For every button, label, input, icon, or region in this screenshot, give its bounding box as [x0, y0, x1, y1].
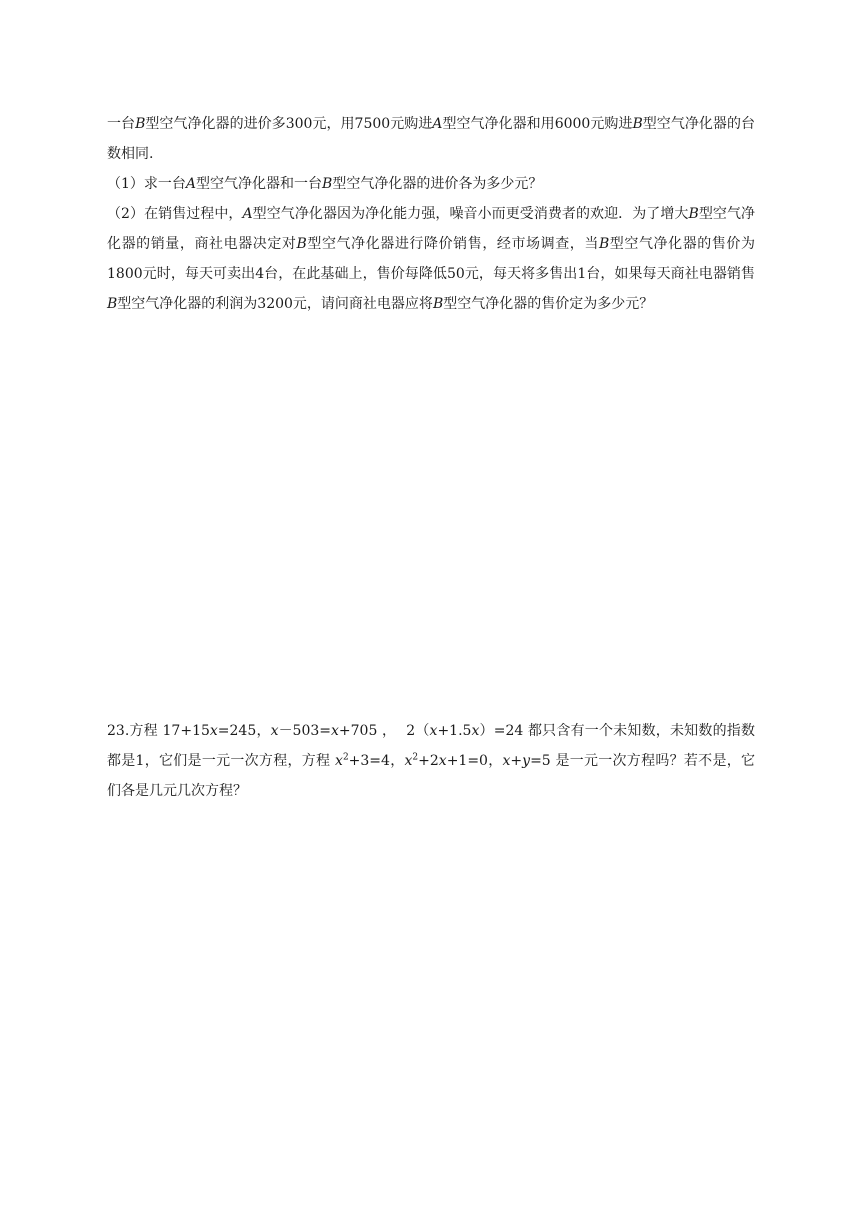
var-b: B: [688, 206, 699, 222]
var-x: x: [270, 723, 279, 739]
var-b: B: [322, 176, 333, 192]
text: 型空气净化器的售价为1800元时，每天可卖出4台，在此基础上，售价每降低50元，每天将多售出1台，如果每天商社电器销售: [107, 236, 756, 282]
var-a: A: [242, 206, 253, 222]
var-x: x: [209, 723, 218, 739]
var-a: A: [432, 116, 443, 132]
text: 23.方程 17+15: [107, 723, 210, 739]
text: －503=: [278, 723, 332, 739]
text: 型空气净化器因为净化能力强，噪音小而更受消费者的欢迎．为了增大: [252, 206, 689, 222]
text: +: [510, 753, 523, 769]
var-x: x: [404, 753, 413, 769]
problem-22: [107, 109, 755, 319]
text: （2）在销售过程中，: [107, 206, 243, 222]
text: 型空气净化器的进价多300元，用7500元购进: [145, 116, 433, 132]
var-b: B: [598, 236, 610, 252]
var-b: B: [432, 296, 444, 312]
text: 型空气净化器的售价定为多少元？: [443, 296, 654, 312]
text: +3=4，: [348, 753, 405, 769]
var-b: B: [107, 296, 118, 312]
text: 型空气净化器和一台: [196, 176, 323, 192]
exponent: 2: [412, 752, 419, 763]
problem-22-part-2: [107, 199, 755, 319]
var-x: x: [471, 723, 480, 739]
text: +1.5: [437, 723, 472, 739]
var-a: A: [185, 176, 197, 192]
text: +1=0，: [446, 753, 503, 769]
exponent: 2: [342, 752, 349, 763]
text: （1）求一台: [107, 176, 186, 192]
var-b: B: [135, 116, 146, 132]
text: 2（: [406, 723, 430, 739]
text: 一台: [107, 116, 136, 132]
problem-22-part-1: [107, 169, 755, 199]
var-x: x: [331, 723, 339, 739]
text: +2: [418, 753, 439, 769]
text: 型空气净化器的利润为3200元，请问商社电器应将: [117, 296, 433, 312]
text: 型空气净化器进行降价销售，经市场调查，当: [306, 236, 599, 252]
var-b: B: [296, 236, 307, 252]
var-x: x: [335, 753, 343, 769]
text: +705 ，: [338, 723, 397, 739]
text: =5 是一元一次方程吗？若不是，它们各是几元几次方程？: [107, 753, 756, 799]
text: 型空气净化器的销量，商社电器决定对: [107, 206, 755, 252]
text: 型空气净化器和用6000元购进: [442, 116, 633, 132]
problem-23: [107, 716, 755, 806]
var-y: y: [522, 753, 531, 769]
text: 型空气净化器的进价各为多少元？: [332, 176, 543, 192]
var-x: x: [429, 723, 438, 739]
problem-22-intro: [107, 109, 755, 169]
var-x: x: [502, 753, 511, 769]
var-b: B: [632, 116, 643, 132]
text: =245，: [217, 723, 271, 739]
text: ）=24 都只含有一个未知数，未知数的指数都是1，它们是一元一次方程，方程: [107, 723, 755, 769]
problem-23-text: [107, 716, 755, 806]
var-x: x: [438, 753, 447, 769]
text: 型空气净化器的台数相同.: [107, 116, 755, 162]
